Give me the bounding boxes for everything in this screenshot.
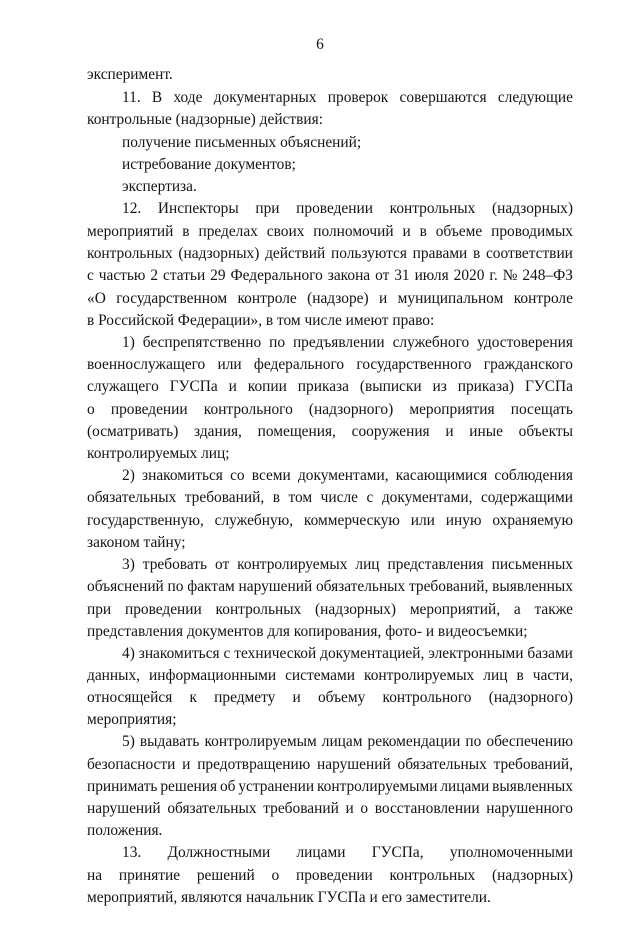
text-line (87, 354, 573, 376)
word: обязательных (397, 756, 487, 773)
word: контрольных (87, 245, 173, 262)
word: об (219, 778, 236, 795)
text-line (87, 376, 573, 398)
word: а (513, 601, 521, 618)
word: документами, (381, 489, 473, 506)
word: мероприятий (87, 223, 174, 240)
text-line (87, 421, 573, 443)
word: представления (387, 556, 484, 573)
word: «О (87, 290, 106, 307)
text-line (87, 510, 573, 532)
text-line (122, 842, 573, 864)
word: помещения, (257, 423, 336, 440)
text-line: представления документов для копирования, фото- и видеосъемки; (87, 623, 528, 640)
word: базами (527, 645, 573, 662)
word: служебного (392, 334, 470, 351)
text-line (87, 687, 573, 709)
word: требований, (184, 489, 265, 506)
word: объеме (435, 223, 483, 240)
word: информационными (149, 667, 277, 684)
word: 31 (394, 267, 410, 284)
word: в (472, 245, 481, 262)
word: контроле (237, 290, 297, 307)
word: частью (98, 267, 146, 284)
word: электронными (428, 645, 524, 662)
word: Должностными (167, 844, 271, 861)
word: пределах (198, 223, 258, 240)
word: проведении (295, 867, 373, 884)
word: В (151, 89, 163, 106)
word: от (375, 267, 390, 284)
word: 4) (122, 645, 135, 662)
word: муниципальном (397, 290, 504, 307)
word: предмету (214, 689, 276, 706)
word: контролируемых (237, 556, 348, 573)
word: проверок (327, 89, 389, 106)
word: военнослужащего (87, 356, 206, 373)
word: мероприятий, (409, 601, 501, 618)
word: с (87, 267, 94, 284)
word: 1) (122, 334, 135, 351)
word: обязательных (87, 489, 177, 506)
word: о (360, 800, 369, 817)
word: беспрепятственно (142, 334, 262, 351)
word: о (271, 867, 280, 884)
word: восстановлении (374, 800, 480, 817)
word: объему (317, 689, 366, 706)
text-line (87, 265, 573, 287)
word: № (502, 267, 518, 284)
word: сооружения (351, 423, 430, 440)
word: решения (160, 778, 218, 795)
word: части, (532, 667, 573, 684)
word: системами (285, 667, 355, 684)
word: 2) (122, 467, 135, 484)
word: контрольных (389, 867, 476, 884)
word: безопасности (87, 756, 176, 773)
text-line (87, 599, 573, 621)
word: служебную, (214, 512, 294, 529)
text-line (122, 332, 573, 354)
word: лицами (296, 844, 346, 861)
word: при (255, 200, 280, 217)
text-line (122, 643, 573, 665)
text-line (87, 665, 573, 687)
word: уполномоченными (449, 844, 573, 861)
word: Федерального (230, 267, 323, 284)
text-line (87, 798, 573, 820)
word: со (230, 467, 245, 484)
word: документарных (213, 89, 317, 106)
word: и (345, 800, 354, 817)
text-line (122, 87, 573, 109)
word: контрольного (382, 689, 472, 706)
word: пользуются (330, 245, 407, 262)
word: требований (263, 800, 339, 817)
word: лицами (440, 778, 490, 795)
text-line (87, 221, 573, 243)
word: контролируемым (204, 733, 317, 750)
text-line: мероприятий, являются начальник ГУСПа и его заместители. (87, 889, 491, 906)
word: июля (414, 267, 449, 284)
word: 2020 (453, 267, 485, 284)
text-line: истребование документов; (122, 156, 296, 173)
text-line (87, 487, 573, 509)
word: ГУСПа (169, 378, 218, 395)
word: выдавать (139, 733, 200, 750)
word: ходе (173, 89, 203, 106)
word: лиц (355, 556, 380, 573)
text-line (87, 776, 573, 798)
word: выявленных (492, 578, 573, 595)
word: по (465, 733, 482, 750)
word: письменных (491, 556, 573, 573)
word: 3) (122, 556, 135, 573)
word: закона (327, 267, 371, 284)
word: и (445, 423, 454, 440)
word: на (87, 867, 103, 884)
word: нарушений (317, 756, 391, 773)
word: и (379, 290, 388, 307)
word: или (410, 512, 435, 529)
text-line: контролируемых лиц; (87, 445, 230, 462)
text-line (122, 465, 573, 487)
word: правами (412, 245, 468, 262)
word: статьи (163, 267, 206, 284)
word: в (272, 489, 280, 506)
word: или (217, 356, 242, 373)
word: обязательных (167, 800, 257, 817)
word: технической (234, 645, 317, 662)
word: в (419, 223, 427, 240)
text-line (122, 198, 573, 220)
word: ГУСПа (524, 378, 573, 395)
word: рекомендации (367, 733, 461, 750)
text-line (87, 754, 573, 776)
word: 248–ФЗ (522, 267, 573, 284)
word: г. (489, 267, 498, 284)
word: объекты (518, 423, 573, 440)
word: контроле (513, 290, 573, 307)
word: приказа) (457, 378, 515, 395)
word: проводимых (491, 223, 573, 240)
word: с (366, 489, 374, 506)
word: нарушений (238, 578, 313, 595)
word: принятие (118, 867, 181, 884)
word: Инспекторы (157, 200, 239, 217)
word: совершаются (399, 89, 487, 106)
word: приказа (297, 378, 349, 395)
text-line (87, 576, 573, 598)
word: своих (266, 223, 305, 240)
word: решений (196, 867, 255, 884)
word: том (288, 489, 313, 506)
word: в (182, 223, 190, 240)
word: следующие (497, 89, 573, 106)
word: контролируемых (364, 667, 475, 684)
word: и (228, 378, 237, 395)
word: нарушений (87, 800, 161, 817)
word: объяснений (87, 578, 164, 595)
word: копии (247, 378, 287, 395)
word: содержащими (480, 489, 573, 506)
word: удостоверения (477, 334, 573, 351)
word: предотвращению (197, 756, 311, 773)
word: (надзорных) (178, 245, 260, 262)
word: устранении (238, 778, 315, 795)
word: обеспечению (486, 733, 573, 750)
word: 2 (150, 267, 159, 284)
word: лицам (321, 733, 363, 750)
word: фактам (187, 578, 235, 595)
word: всеми (251, 467, 291, 484)
word: по (167, 578, 184, 595)
text-line: мероприятия; (87, 711, 177, 728)
word: соответствии (485, 245, 573, 262)
word: проведении (124, 601, 202, 618)
word: (надзорных) (492, 200, 573, 217)
word: требовать (142, 556, 208, 573)
text-line: эксперимент. (87, 66, 173, 83)
word: принимать (87, 778, 158, 795)
word: 29 (210, 267, 226, 284)
word: относящейся (87, 689, 173, 706)
word: (выписки (359, 378, 422, 395)
text-line (87, 865, 573, 887)
word: проведении (296, 200, 373, 217)
word: документами, (297, 467, 389, 484)
word: федерального (253, 356, 345, 373)
word: гражданского (483, 356, 573, 373)
word: иные (469, 423, 503, 440)
word: государственную, (87, 512, 204, 529)
word: нарушенного (486, 800, 573, 817)
word: и (402, 223, 411, 240)
word: с (223, 645, 231, 662)
word: лиц (483, 667, 508, 684)
word: здания, (194, 423, 242, 440)
word: обязательных (315, 578, 406, 595)
word: контрольных (389, 200, 476, 217)
word: 11. (122, 89, 141, 106)
word: (надзорного) (488, 689, 573, 706)
text-line (87, 399, 573, 421)
word: 12. (122, 200, 142, 217)
word: ГУСПа, (371, 844, 424, 861)
word: о (87, 401, 95, 418)
word: и (182, 756, 191, 773)
word: контролируемыми (316, 778, 438, 795)
text-line: контрольные (надзорные) действия: (87, 111, 323, 128)
word: выявленных (492, 778, 573, 795)
word: иную (445, 512, 482, 529)
text-line (87, 288, 573, 310)
word: в (516, 667, 524, 684)
text-line (87, 243, 573, 265)
word: также (534, 601, 573, 618)
word: касающимися (395, 467, 488, 484)
word: государственного (356, 356, 472, 373)
word: контрольного (203, 401, 293, 418)
word: мероприятия (409, 401, 495, 418)
word: (надзорных) (492, 867, 573, 884)
word: проведении (110, 401, 188, 418)
word: знакомиться (138, 645, 220, 662)
word: (осматривать) (87, 423, 179, 440)
word: документацией, (320, 645, 425, 662)
word: по (269, 334, 286, 351)
word: предъявлении (292, 334, 385, 351)
text-line: в Российской Федерации», в том числе имеют право: (87, 312, 435, 329)
word: коммерческую (303, 512, 400, 529)
word: служащего (87, 378, 159, 395)
word: данных, (87, 667, 141, 684)
text-line: законом тайну; (87, 534, 186, 551)
text-line: экспертиза. (122, 178, 197, 195)
word: требований, (493, 756, 573, 773)
word: (надзорных) (315, 601, 397, 618)
text-line (122, 731, 573, 753)
word: к (189, 689, 197, 706)
text-line: получение письменных объяснений; (122, 134, 362, 151)
word: охраняемую (492, 512, 573, 529)
word: при (87, 601, 112, 618)
word: от (214, 556, 230, 573)
word: и (292, 689, 301, 706)
word: 5) (122, 733, 135, 750)
word: требований, (408, 578, 489, 595)
word: полномочий (313, 223, 394, 240)
word: знакомиться (142, 467, 223, 484)
text-line: положения. (87, 822, 163, 839)
word: (надзорного) (308, 401, 394, 418)
page-number: 6 (316, 36, 324, 53)
word: соблюдения (494, 467, 573, 484)
word: посещать (510, 401, 573, 418)
word: (надзоре) (307, 290, 369, 307)
word: контрольных (215, 601, 302, 618)
word: числе (320, 489, 358, 506)
word: из (432, 378, 447, 395)
text-line (122, 554, 573, 576)
word: государственном (116, 290, 228, 307)
word: действий (265, 245, 326, 262)
word: 13. (122, 844, 142, 861)
